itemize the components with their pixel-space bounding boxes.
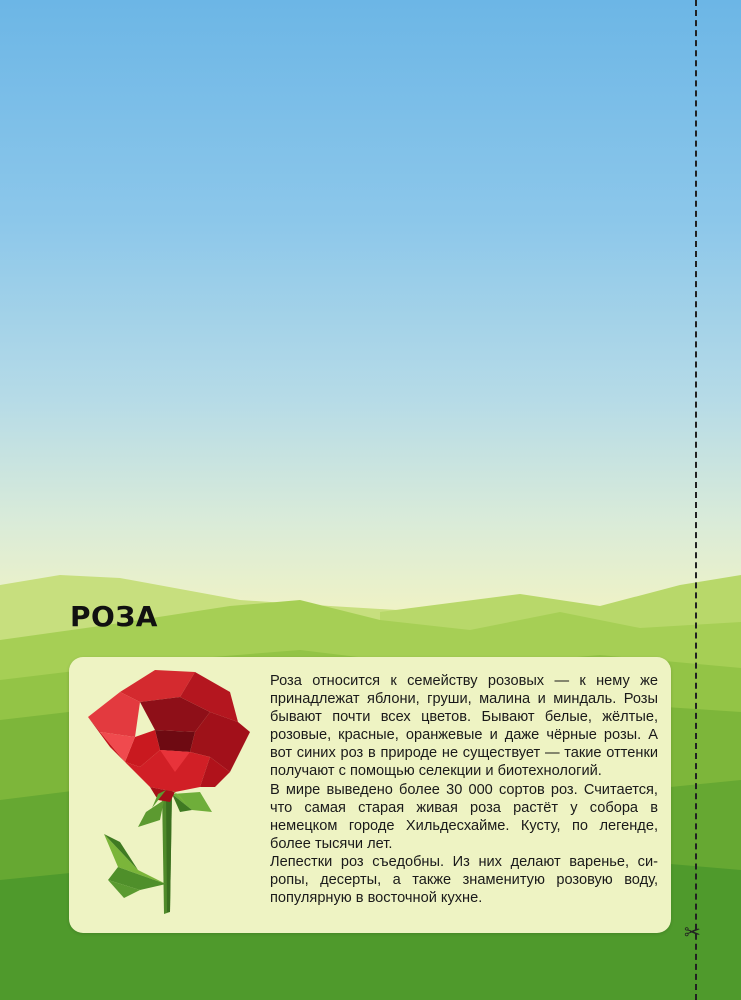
- page-title: РОЗА: [70, 600, 158, 633]
- rose-stem-shade: [166, 790, 172, 912]
- leaf-upper-left: [138, 800, 164, 827]
- cut-line: [695, 0, 697, 1000]
- petal-3: [88, 692, 140, 737]
- petal-7: [155, 730, 195, 752]
- paragraph-intro: Роза относится к семейству розовых — к нему же принадлежат яблони, груши, малина и миндаль. Розы бывают почти всех цветов. Бывают белые, жёлтые, розовые, красные, оранжевые и даже чёрные розы. А вот синих роз в природе не существует — такие оттенки получают с помощью селекции и биотехнологий.: [270, 673, 658, 780]
- rose-description: [270, 672, 658, 907]
- paragraph-edible: Лепестки роз съедобны. Из них делают варенье, сиропы, десерты, а также знаменитую розовую воду, популярную в восточной кухне.: [270, 853, 658, 907]
- scissors-icon: ✂: [684, 920, 701, 944]
- paragraph-varieties: В мире выведено более 30 000 сортов роз. Считается, что самая старая живая роза растёт у собора в немецком городе Хильдесхайме. Кусту, по легенде, более тысячи лет.: [270, 781, 658, 852]
- rose-illustration: [80, 662, 260, 922]
